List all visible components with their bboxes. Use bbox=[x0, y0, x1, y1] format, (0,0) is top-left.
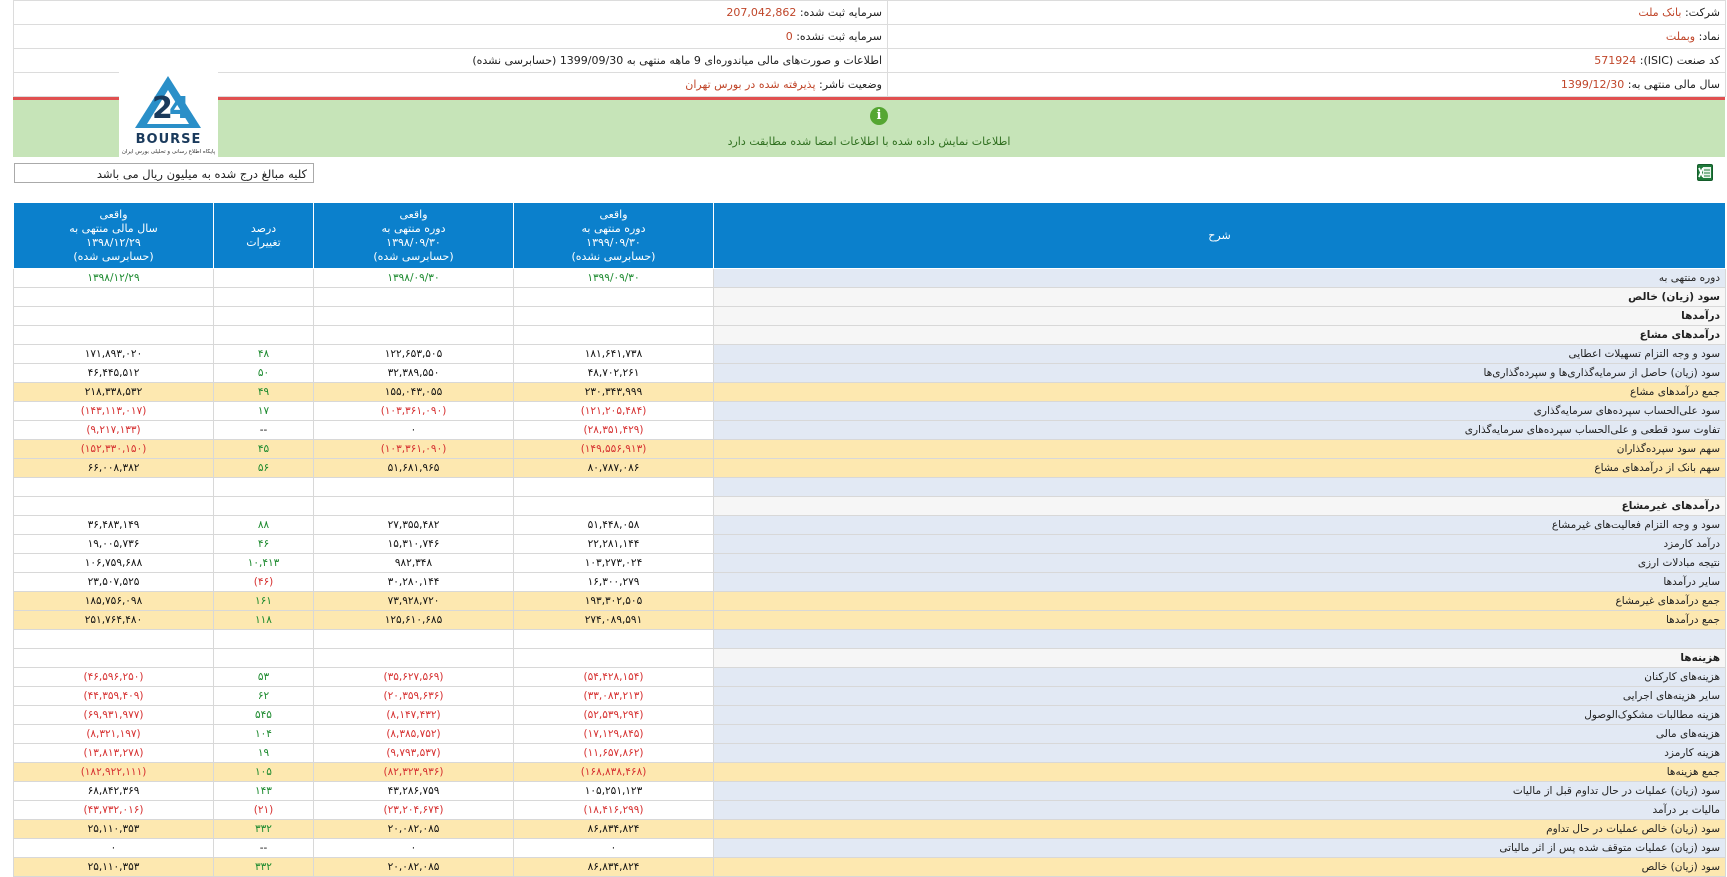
cell-c2 bbox=[314, 630, 514, 649]
info-value: 571924 bbox=[1594, 54, 1637, 67]
col-header-description: شرح bbox=[714, 203, 1726, 269]
cell-description: سود علی‌الحساب سپرده‌های سرمایه‌گذاری bbox=[714, 402, 1726, 421]
cell-c4: ۲۳,۵۰۷,۵۲۵ bbox=[14, 573, 214, 592]
cell-c1: ۸۶,۸۳۴,۸۲۴ bbox=[514, 858, 714, 877]
info-cell-right bbox=[888, 73, 1726, 97]
cell-c1: ۱۸۱,۶۴۱,۷۳۸ bbox=[514, 345, 714, 364]
info-label: شرکت: bbox=[1684, 6, 1720, 19]
notice-message: اطلاعات نمایش داده شده با اطلاعات امضا شده مطابقت دارد bbox=[727, 135, 1011, 148]
cell-c3: (۲۱) bbox=[214, 801, 314, 820]
table-row bbox=[14, 478, 1726, 497]
cell-c3: ۴۵ bbox=[214, 440, 314, 459]
col-header-line: واقعی bbox=[599, 207, 628, 221]
cell-c1: (۱۲۱,۲۰۵,۴۸۴) bbox=[514, 402, 714, 421]
col-header-line: تغییرات bbox=[246, 235, 281, 249]
cell-c1: ۱۰۳,۲۷۳,۰۲۴ bbox=[514, 554, 714, 573]
cell-c2 bbox=[314, 478, 514, 497]
info-value: 1399/12/30 bbox=[1560, 78, 1625, 91]
bourse-logo bbox=[119, 68, 218, 162]
table-row bbox=[14, 687, 1726, 706]
cell-c2: (۸,۳۸۵,۷۵۲) bbox=[314, 725, 514, 744]
cell-description: دوره منتهی به bbox=[714, 269, 1726, 288]
cell-c3: (۴۶) bbox=[214, 573, 314, 592]
info-value: بانک ملت bbox=[1638, 6, 1682, 19]
cell-c2: ۱۵,۳۱۰,۷۴۶ bbox=[314, 535, 514, 554]
logo-subtitle: پایگاه اطلاع رسانی و تحلیلی بورس ایران bbox=[121, 149, 216, 155]
table-row bbox=[14, 383, 1726, 402]
info-cell-left bbox=[14, 25, 888, 49]
cell-description: هزینه‌ها bbox=[714, 649, 1726, 668]
table-row bbox=[14, 573, 1726, 592]
cell-c4: (۱۸۲,۹۲۲,۱۱۱) bbox=[14, 763, 214, 782]
info-cell-right bbox=[888, 49, 1726, 73]
cell-c1: ۱۰۵,۲۵۱,۱۲۳ bbox=[514, 782, 714, 801]
cell-c4 bbox=[14, 326, 214, 345]
cell-description: تفاوت سود قطعی و علی‌الحساب سپرده‌های سرمایه‌گذاری bbox=[714, 421, 1726, 440]
info-label: اطلاعات و صورت‌های مالی میاندوره‌ای 9 ماهه منتهی به 1399/09/30 (حسابرسی نشده) bbox=[472, 54, 882, 67]
col-header-line: ۱۳۹۸/۱۲/۲۹ bbox=[86, 235, 141, 249]
table-row bbox=[14, 516, 1726, 535]
col-header-change-pct bbox=[214, 203, 314, 269]
table-row bbox=[14, 459, 1726, 478]
cell-c3: ۴۶ bbox=[214, 535, 314, 554]
cell-c3: -- bbox=[214, 421, 314, 440]
col-header-line: درصد bbox=[250, 221, 277, 235]
cell-c2 bbox=[314, 307, 514, 326]
cell-c4 bbox=[14, 478, 214, 497]
table-row bbox=[14, 288, 1726, 307]
info-value: 0 bbox=[785, 30, 793, 43]
cell-c3 bbox=[214, 497, 314, 516]
cell-c3: ۵۰ bbox=[214, 364, 314, 383]
cell-c3 bbox=[214, 307, 314, 326]
cell-c3: ۸۸ bbox=[214, 516, 314, 535]
cell-c1: (۱۶۸,۸۳۸,۴۶۸) bbox=[514, 763, 714, 782]
cell-description: سود (زیان) خالص bbox=[714, 858, 1726, 877]
cell-description: سایر درآمدها bbox=[714, 573, 1726, 592]
cell-c1: ۵۱,۴۴۸,۰۵۸ bbox=[514, 516, 714, 535]
cell-c4: ۱۳۹۸/۱۲/۲۹ bbox=[14, 269, 214, 288]
table-row bbox=[14, 744, 1726, 763]
cell-c1 bbox=[514, 478, 714, 497]
cell-c3: ۵۶ bbox=[214, 459, 314, 478]
cell-description: جمع درآمدهای غیرمشاع bbox=[714, 592, 1726, 611]
table-row bbox=[14, 801, 1726, 820]
cell-c2: ۲۰,۰۸۲,۰۸۵ bbox=[314, 858, 514, 877]
cell-c4 bbox=[14, 630, 214, 649]
cell-c4: ۱۹,۰۰۵,۷۳۶ bbox=[14, 535, 214, 554]
info-value: 207,042,862 bbox=[726, 6, 797, 19]
cell-c2 bbox=[314, 326, 514, 345]
cell-description: هزینه‌های کارکنان bbox=[714, 668, 1726, 687]
table-row bbox=[14, 839, 1726, 858]
cell-c1: ۲۳۰,۳۴۳,۹۹۹ bbox=[514, 383, 714, 402]
info-label: وضعیت ناشر: bbox=[819, 78, 882, 91]
cell-description: سود (زیان) حاصل از سرمایه‌گذاری‌ها و سپرده‌گذاری‌ها bbox=[714, 364, 1726, 383]
cell-description: درآمدها bbox=[714, 307, 1726, 326]
table-row bbox=[14, 554, 1726, 573]
table-row bbox=[14, 611, 1726, 630]
table-row bbox=[14, 858, 1726, 877]
table-row bbox=[14, 820, 1726, 839]
cell-c3: ۵۴۵ bbox=[214, 706, 314, 725]
cell-c3 bbox=[214, 326, 314, 345]
cell-c2 bbox=[314, 649, 514, 668]
cell-c1 bbox=[514, 630, 714, 649]
cell-c4: ۱۰۶,۷۵۹,۶۸۸ bbox=[14, 554, 214, 573]
cell-description: سایر هزینه‌های اجرایی bbox=[714, 687, 1726, 706]
cell-description: مالیات بر درآمد bbox=[714, 801, 1726, 820]
cell-c4: (۱۳,۸۱۳,۲۷۸) bbox=[14, 744, 214, 763]
cell-c2: ۳۰,۲۸۰,۱۴۴ bbox=[314, 573, 514, 592]
info-icon: i bbox=[870, 107, 888, 125]
svg-text:2: 2 bbox=[152, 91, 173, 126]
cell-c3: ۱۶۱ bbox=[214, 592, 314, 611]
col-header-line: واقعی bbox=[399, 207, 428, 221]
cell-c1: (۱۱,۶۵۷,۸۶۲) bbox=[514, 744, 714, 763]
cell-c3: ۱۱۸ bbox=[214, 611, 314, 630]
cell-c3: ۱۴۳ bbox=[214, 782, 314, 801]
cell-c1: ۰ bbox=[514, 839, 714, 858]
cell-c4: (۶۹,۹۳۱,۹۷۷) bbox=[14, 706, 214, 725]
cell-c4: ۱۷۱,۸۹۳,۰۲۰ bbox=[14, 345, 214, 364]
cell-c1: ۱۶,۳۰۰,۲۷۹ bbox=[514, 573, 714, 592]
bourse-logo-mark bbox=[119, 68, 218, 134]
cell-c3: ۱۰۵ bbox=[214, 763, 314, 782]
cell-c1: ۲۲,۲۸۱,۱۴۴ bbox=[514, 535, 714, 554]
cell-c2: ۴۳,۲۸۶,۷۵۹ bbox=[314, 782, 514, 801]
cell-c2: ۰ bbox=[314, 839, 514, 858]
col-header-period1398 bbox=[314, 203, 514, 269]
cell-c1: ۴۸,۷۰۲,۲۶۱ bbox=[514, 364, 714, 383]
table-row bbox=[14, 725, 1726, 744]
table-row bbox=[14, 345, 1726, 364]
cell-description: هزینه‌های مالی bbox=[714, 725, 1726, 744]
cell-description: جمع درآمدها bbox=[714, 611, 1726, 630]
cell-c3: ۴۸ bbox=[214, 345, 314, 364]
cell-c3 bbox=[214, 269, 314, 288]
cell-c4: ۱۸۵,۷۵۶,۰۹۸ bbox=[14, 592, 214, 611]
cell-c2: (۱۰۳,۳۶۱,۰۹۰) bbox=[314, 440, 514, 459]
cell-c1: (۵۴,۴۲۸,۱۵۴) bbox=[514, 668, 714, 687]
cell-c4 bbox=[14, 497, 214, 516]
col-header-period1399 bbox=[514, 203, 714, 269]
cell-c3: ۵۳ bbox=[214, 668, 314, 687]
cell-c1 bbox=[514, 497, 714, 516]
cell-c4: ۲۵۱,۷۶۴,۴۸۰ bbox=[14, 611, 214, 630]
info-row bbox=[14, 49, 1726, 73]
cell-c4 bbox=[14, 649, 214, 668]
cell-description: هزینه مطالبات مشکوک‌الوصول bbox=[714, 706, 1726, 725]
col-header-line: (حسابرسی شده) bbox=[73, 249, 154, 263]
cell-c2: ۲۰,۰۸۲,۰۸۵ bbox=[314, 820, 514, 839]
info-label: سال مالی منتهی به: bbox=[1627, 78, 1720, 91]
cell-c2: (۸۲,۳۲۳,۹۳۶) bbox=[314, 763, 514, 782]
cell-c1 bbox=[514, 649, 714, 668]
cell-c2: (۲۰,۳۵۹,۶۳۶) bbox=[314, 687, 514, 706]
cell-c4: (۴۶,۵۹۶,۲۵۰) bbox=[14, 668, 214, 687]
cell-c3: ۱۷ bbox=[214, 402, 314, 421]
col-header-line: دوره منتهی به bbox=[381, 221, 446, 235]
cell-c4: ۴۶,۴۴۵,۵۱۲ bbox=[14, 364, 214, 383]
cell-description: هزینه کارمزد bbox=[714, 744, 1726, 763]
cell-c4: (۱۵۲,۳۳۰,۱۵۰) bbox=[14, 440, 214, 459]
cell-description: جمع درآمدهای مشاع bbox=[714, 383, 1726, 402]
cell-c3: ۴۹ bbox=[214, 383, 314, 402]
cell-c3: ۳۳۲ bbox=[214, 820, 314, 839]
cell-c2: ۳۲,۳۸۹,۵۵۰ bbox=[314, 364, 514, 383]
col-header-line: دوره منتهی به bbox=[581, 221, 646, 235]
cell-c1: ۱۳۹۹/۰۹/۳۰ bbox=[514, 269, 714, 288]
cell-c3: ۱۹ bbox=[214, 744, 314, 763]
cell-c4 bbox=[14, 288, 214, 307]
info-row bbox=[14, 1, 1726, 25]
cell-c2: ۹۸۲,۳۴۸ bbox=[314, 554, 514, 573]
info-cell-left bbox=[14, 1, 888, 25]
table-row bbox=[14, 592, 1726, 611]
cell-c4: (۴۳,۷۳۲,۰۱۶) bbox=[14, 801, 214, 820]
company-info-grid bbox=[13, 0, 1726, 97]
cell-c3: ۶۲ bbox=[214, 687, 314, 706]
info-cell-right bbox=[888, 25, 1726, 49]
table-header-row bbox=[14, 203, 1726, 269]
cell-description: سود (زیان) عملیات در حال تداوم قبل از مالیات bbox=[714, 782, 1726, 801]
table-row bbox=[14, 326, 1726, 345]
cell-c4: ۰ bbox=[14, 839, 214, 858]
cell-c1: ۸۶,۸۳۴,۸۲۴ bbox=[514, 820, 714, 839]
table-row bbox=[14, 763, 1726, 782]
cell-c2: ۰ bbox=[314, 421, 514, 440]
table-row bbox=[14, 440, 1726, 459]
cell-c1: ۱۹۳,۳۰۲,۵۰۵ bbox=[514, 592, 714, 611]
income-statement-table bbox=[13, 202, 1726, 877]
cell-c4: ۳۶,۴۸۳,۱۴۹ bbox=[14, 516, 214, 535]
cell-c4: ۶۸,۸۴۲,۳۶۹ bbox=[14, 782, 214, 801]
info-label: سرمایه ثبت شده: bbox=[799, 6, 882, 19]
table-row bbox=[14, 535, 1726, 554]
info-cell-right bbox=[888, 1, 1726, 25]
cell-c4: ۲۵,۱۱۰,۳۵۳ bbox=[14, 858, 214, 877]
cell-description: نتیجه مبادلات ارزی bbox=[714, 554, 1726, 573]
table-row bbox=[14, 307, 1726, 326]
info-label: کد صنعت (ISIC): bbox=[1639, 54, 1720, 67]
col-header-line: (حسابرسی شده) bbox=[373, 249, 454, 263]
table-row bbox=[14, 782, 1726, 801]
table-row bbox=[14, 630, 1726, 649]
table-row bbox=[14, 668, 1726, 687]
table-row bbox=[14, 364, 1726, 383]
cell-c2 bbox=[314, 288, 514, 307]
cell-c1: ۸۰,۷۸۷,۰۸۶ bbox=[514, 459, 714, 478]
cell-c4: ۲۱۸,۳۳۸,۵۳۲ bbox=[14, 383, 214, 402]
cell-c2: (۱۰۳,۳۶۱,۰۹۰) bbox=[314, 402, 514, 421]
col-header-line: ۱۳۹۸/۰۹/۳۰ bbox=[386, 235, 441, 249]
cell-description: سود (زیان) عملیات متوقف شده پس از اثر مالیاتی bbox=[714, 839, 1726, 858]
cell-c2: ۷۳,۹۲۸,۷۲۰ bbox=[314, 592, 514, 611]
cell-description: درآمدهای مشاع bbox=[714, 326, 1726, 345]
cell-c2: (۳۵,۶۲۷,۵۶۹) bbox=[314, 668, 514, 687]
cell-c2: (۲۳,۲۰۴,۶۷۴) bbox=[314, 801, 514, 820]
logo-wordmark: BOURSE bbox=[135, 132, 202, 147]
cell-c3 bbox=[214, 630, 314, 649]
cell-c2: ۱۵۵,۰۴۳,۰۵۵ bbox=[314, 383, 514, 402]
cell-c2: ۱۳۹۸/۰۹/۳۰ bbox=[314, 269, 514, 288]
cell-c1 bbox=[514, 307, 714, 326]
cell-c4: (۹,۲۱۷,۱۳۳) bbox=[14, 421, 214, 440]
cell-c1 bbox=[514, 288, 714, 307]
table-row bbox=[14, 706, 1726, 725]
cell-c4 bbox=[14, 307, 214, 326]
cell-c1: (۵۲,۵۳۹,۲۹۴) bbox=[514, 706, 714, 725]
table-row bbox=[14, 497, 1726, 516]
cell-c3: ۱۰۴ bbox=[214, 725, 314, 744]
table-row bbox=[14, 649, 1726, 668]
cell-c2: ۵۱,۶۸۱,۹۶۵ bbox=[314, 459, 514, 478]
info-value: پذیرفته شده در بورس تهران bbox=[685, 78, 816, 91]
cell-description: سود و وجه التزام تسهیلات اعطایی bbox=[714, 345, 1726, 364]
cell-c2: (۹,۷۹۳,۵۳۷) bbox=[314, 744, 514, 763]
cell-c1: (۲۸,۳۵۱,۴۲۹) bbox=[514, 421, 714, 440]
cell-c3: ۳۳۲ bbox=[214, 858, 314, 877]
cell-c3 bbox=[214, 478, 314, 497]
cell-description: سهم سود سپرده‌گذاران bbox=[714, 440, 1726, 459]
cell-c3 bbox=[214, 649, 314, 668]
cell-c1: ۲۷۴,۰۸۹,۵۹۱ bbox=[514, 611, 714, 630]
cell-description: درآمدهای غیرمشاع bbox=[714, 497, 1726, 516]
cell-description: جمع هزینه‌ها bbox=[714, 763, 1726, 782]
cell-c2: ۱۲۵,۶۱۰,۶۸۵ bbox=[314, 611, 514, 630]
cell-c3 bbox=[214, 288, 314, 307]
unit-note: کلیه مبالغ درج شده به میلیون ریال می باشد bbox=[14, 163, 314, 183]
cell-c2: ۱۲۲,۶۵۳,۵۰۵ bbox=[314, 345, 514, 364]
cell-description: درآمد کارمزد bbox=[714, 535, 1726, 554]
col-header-fy1398 bbox=[14, 203, 214, 269]
col-header-line: (حسابرسی نشده) bbox=[571, 249, 656, 263]
cell-c3: ۱۰,۴۱۳ bbox=[214, 554, 314, 573]
cell-c1: (۱۷,۱۲۹,۸۴۵) bbox=[514, 725, 714, 744]
cell-c1: (۱۸,۴۱۶,۲۹۹) bbox=[514, 801, 714, 820]
table-row bbox=[14, 421, 1726, 440]
cell-c2: ۲۷,۳۵۵,۴۸۲ bbox=[314, 516, 514, 535]
info-row bbox=[14, 25, 1726, 49]
info-value: وبملت bbox=[1665, 30, 1696, 43]
cell-description bbox=[714, 630, 1726, 649]
table-row bbox=[14, 269, 1726, 288]
cell-c4: (۸,۳۲۱,۱۹۷) bbox=[14, 725, 214, 744]
svg-text:4: 4 bbox=[169, 91, 190, 126]
col-header-line: سال مالی منتهی به bbox=[69, 221, 158, 235]
info-label: سرمایه ثبت نشده: bbox=[796, 30, 882, 43]
cell-c1: (۱۴۹,۵۵۶,۹۱۳) bbox=[514, 440, 714, 459]
cell-c1: (۳۳,۰۸۳,۲۱۳) bbox=[514, 687, 714, 706]
table-row bbox=[14, 402, 1726, 421]
excel-export-icon[interactable] bbox=[1697, 164, 1713, 181]
verification-notice bbox=[13, 100, 1725, 157]
cell-description: سهم بانک از درآمدهای مشاع bbox=[714, 459, 1726, 478]
cell-c2 bbox=[314, 497, 514, 516]
col-header-line: واقعی bbox=[99, 207, 128, 221]
cell-c4: ۲۵,۱۱۰,۳۵۳ bbox=[14, 820, 214, 839]
cell-c1 bbox=[514, 326, 714, 345]
cell-c4: (۴۴,۳۵۹,۴۰۹) bbox=[14, 687, 214, 706]
cell-c4: ۶۶,۰۰۸,۳۸۲ bbox=[14, 459, 214, 478]
cell-c2: (۸,۱۴۷,۴۳۲) bbox=[314, 706, 514, 725]
info-row bbox=[14, 73, 1726, 97]
info-label: نماد: bbox=[1698, 30, 1720, 43]
col-header-line: ۱۳۹۹/۰۹/۳۰ bbox=[586, 235, 641, 249]
cell-description: سود و وجه التزام فعالیت‌های غیرمشاع bbox=[714, 516, 1726, 535]
cell-c3: -- bbox=[214, 839, 314, 858]
cell-description bbox=[714, 478, 1726, 497]
cell-description: سود (زیان) خالص عملیات در حال تداوم bbox=[714, 820, 1726, 839]
cell-c4: (۱۴۳,۱۱۳,۰۱۷) bbox=[14, 402, 214, 421]
cell-description: سود (زیان) خالص bbox=[714, 288, 1726, 307]
